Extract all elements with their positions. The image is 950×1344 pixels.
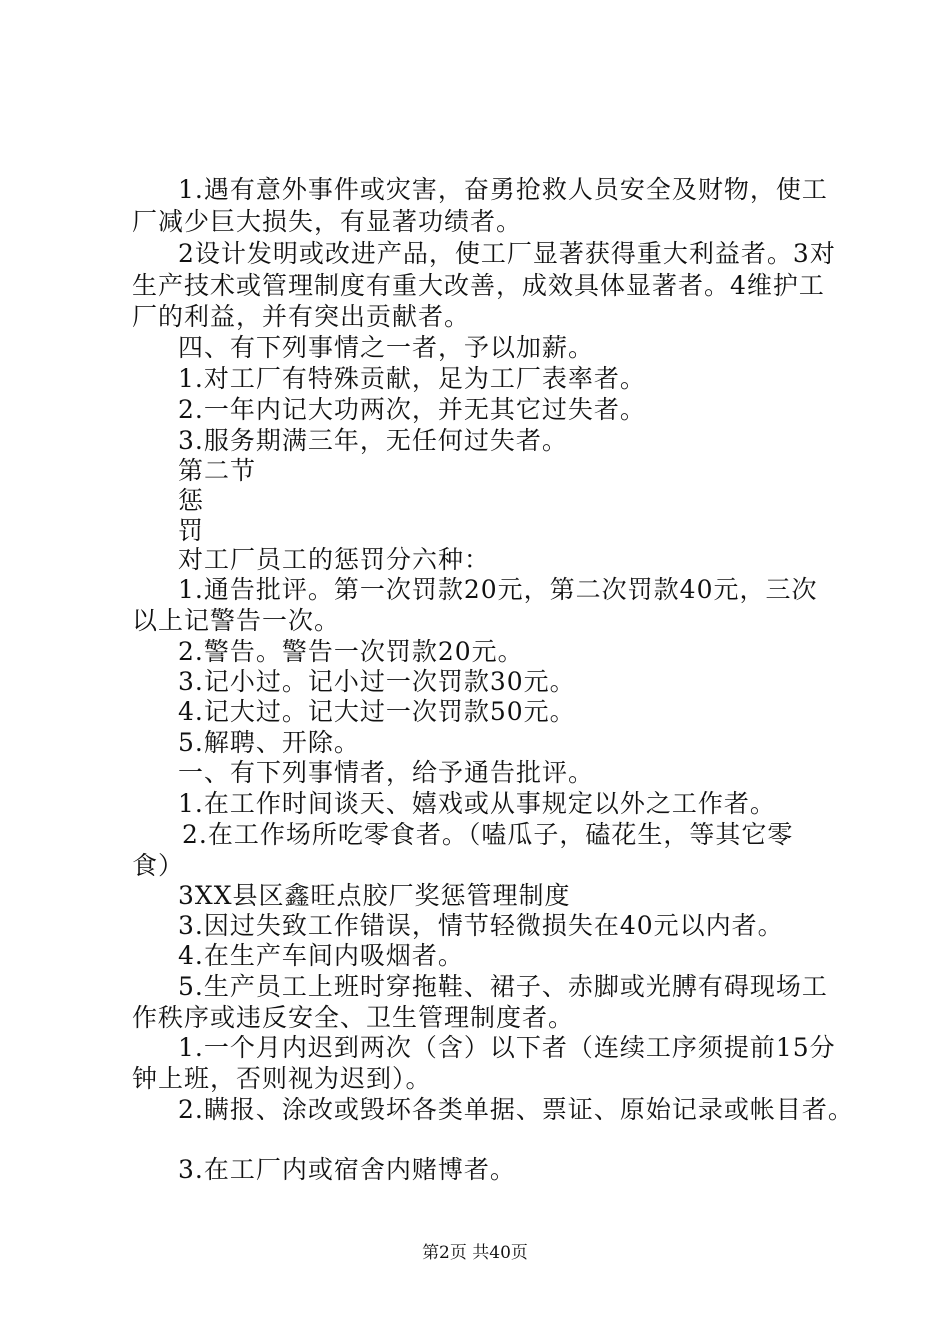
- text-line: 厂减少巨大损失，有显著功绩者。: [132, 207, 523, 236]
- text-line: 4.记大过。记大过一次罚款50元。: [178, 697, 576, 726]
- text-line: 2设计发明或改进产品，使工厂显著获得重大利益者。3对: [178, 239, 836, 268]
- section-heading: 第二节: [178, 456, 257, 485]
- text-line: 对工厂员工的惩罚分六种：: [178, 545, 491, 574]
- text-line: 3.因过失致工作错误，情节轻微损失在40元以内者。: [178, 911, 784, 940]
- text-line: 食）: [132, 851, 185, 880]
- text-line: 钟上班，否则视为迟到）。: [132, 1064, 432, 1093]
- text-line: 3.在工厂内或宿舍内赌博者。: [178, 1155, 516, 1184]
- section-heading-char: 罚: [178, 516, 205, 545]
- text-line: 四、有下列事情之一者，予以加薪。: [178, 333, 595, 362]
- text-line: 作秩序或违反安全、卫生管理制度者。: [132, 1003, 575, 1032]
- text-line: 5.生产员工上班时穿拖鞋、裙子、赤脚或光膊有碍现场工: [178, 972, 828, 1001]
- text-line: 一、有下列事情者，给予通告批评。: [178, 758, 595, 787]
- text-line: 2.一年内记大功两次，并无其它过失者。: [178, 395, 646, 424]
- text-line: 2.瞒报、涂改或毁坏各类单据、票证、原始记录或帐目者。: [178, 1095, 854, 1124]
- text-line: 1.对工厂有特殊贡献，足为工厂表率者。: [178, 364, 646, 393]
- text-line: 1.在工作时间谈天、嬉戏或从事规定以外之工作者。: [178, 789, 776, 818]
- text-line: 1.遇有意外事件或灾害，奋勇抢救人员安全及财物，使工: [178, 175, 828, 204]
- text-line: 5.解聘、开除。: [178, 728, 360, 757]
- section-heading-char: 惩: [178, 486, 205, 515]
- text-line: 1.一个月内迟到两次（含）以下者（连续工序须提前15分: [178, 1033, 836, 1062]
- text-line: 以上记警告一次。: [132, 606, 341, 635]
- page-number-footer: 第2页 共40页: [422, 1243, 528, 1263]
- text-line: 3.记小过。记小过一次罚款30元。: [178, 667, 576, 696]
- text-line: 3.服务期满三年，无任何过失者。: [178, 426, 568, 455]
- document-title-line: 3XX县区鑫旺点胶厂奖惩管理制度: [178, 881, 571, 910]
- text-line: 2.在工作场所吃零食者。（嗑瓜子，磕花生，等其它零: [182, 820, 794, 849]
- text-line: 4.在生产车间内吸烟者。: [178, 941, 464, 970]
- text-line: 厂的利益，并有突出贡献者。: [132, 302, 471, 331]
- text-line: 2.警告。警告一次罚款20元。: [178, 637, 524, 666]
- text-line: 1.通告批评。第一次罚款20元，第二次罚款40元，三次: [178, 575, 818, 604]
- text-line: 生产技术或管理制度有重大改善，成效具体显著者。4维护工: [132, 271, 825, 300]
